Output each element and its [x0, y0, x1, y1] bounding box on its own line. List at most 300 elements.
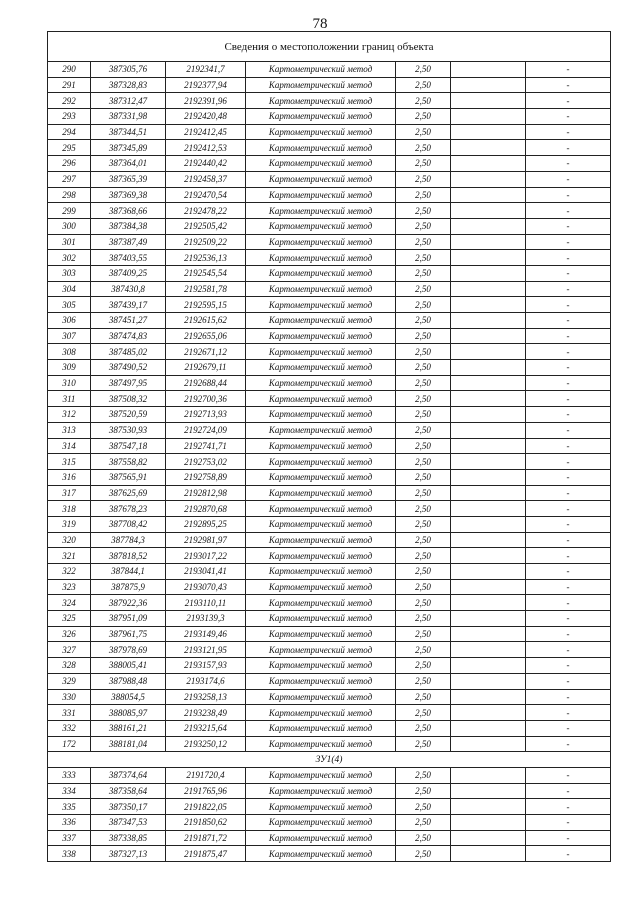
note-cell: -	[526, 407, 611, 423]
note-cell: -	[526, 720, 611, 736]
point-description-cell	[451, 313, 526, 329]
method-cell: Картометрический метод	[246, 658, 396, 674]
point-description-cell	[451, 501, 526, 517]
x-coordinate-cell: 387988,48	[91, 673, 166, 689]
accuracy-cell: 2,50	[396, 218, 451, 234]
point-number-cell: 323	[48, 579, 91, 595]
note-cell: -	[526, 140, 611, 156]
method-cell: Картометрический метод	[246, 454, 396, 470]
x-coordinate-cell: 387508,32	[91, 391, 166, 407]
table-row	[48, 203, 611, 219]
accuracy-cell: 2,50	[396, 438, 451, 454]
point-description-cell	[451, 642, 526, 658]
note-cell: -	[526, 265, 611, 281]
y-coordinate-cell: 2192581,78	[166, 281, 246, 297]
accuracy-cell: 2,50	[396, 250, 451, 266]
table-row	[48, 783, 611, 799]
point-description-cell	[451, 532, 526, 548]
point-description-cell	[451, 438, 526, 454]
method-cell: Картометрический метод	[246, 344, 396, 360]
point-description-cell	[451, 846, 526, 862]
method-cell: Картометрический метод	[246, 767, 396, 783]
x-coordinate-cell: 387358,64	[91, 783, 166, 799]
point-number-cell: 324	[48, 595, 91, 611]
table-row	[48, 375, 611, 391]
table-row	[48, 407, 611, 423]
point-number-cell: 301	[48, 234, 91, 250]
section-row	[48, 752, 611, 768]
method-cell: Картометрический метод	[246, 93, 396, 109]
table-row	[48, 360, 611, 376]
point-number-cell: 321	[48, 548, 91, 564]
point-number-cell: 327	[48, 642, 91, 658]
y-coordinate-cell: 2192470,54	[166, 187, 246, 203]
x-coordinate-cell: 387490,52	[91, 360, 166, 376]
x-coordinate-cell: 387344,51	[91, 124, 166, 140]
note-cell: -	[526, 516, 611, 532]
table-row	[48, 658, 611, 674]
accuracy-cell: 2,50	[396, 720, 451, 736]
table-row	[48, 532, 611, 548]
table-row	[48, 391, 611, 407]
point-description-cell	[451, 689, 526, 705]
point-description-cell	[451, 705, 526, 721]
x-coordinate-cell: 387350,17	[91, 799, 166, 815]
note-cell: -	[526, 281, 611, 297]
accuracy-cell: 2,50	[396, 532, 451, 548]
point-description-cell	[451, 77, 526, 93]
note-cell: -	[526, 501, 611, 517]
accuracy-cell: 2,50	[396, 454, 451, 470]
accuracy-cell: 2,50	[396, 375, 451, 391]
accuracy-cell: 2,50	[396, 391, 451, 407]
note-cell: -	[526, 313, 611, 329]
point-number-cell: 320	[48, 532, 91, 548]
point-description-cell	[451, 234, 526, 250]
x-coordinate-cell: 387978,69	[91, 642, 166, 658]
x-coordinate-cell: 387345,89	[91, 140, 166, 156]
accuracy-cell: 2,50	[396, 171, 451, 187]
point-number-cell: 303	[48, 265, 91, 281]
y-coordinate-cell: 2192440,42	[166, 156, 246, 172]
note-cell: -	[526, 391, 611, 407]
accuracy-cell: 2,50	[396, 281, 451, 297]
note-cell: -	[526, 783, 611, 799]
y-coordinate-cell: 2192545,54	[166, 265, 246, 281]
accuracy-cell: 2,50	[396, 783, 451, 799]
note-cell: -	[526, 485, 611, 501]
table-row	[48, 501, 611, 517]
point-number-cell: 313	[48, 422, 91, 438]
accuracy-cell: 2,50	[396, 234, 451, 250]
x-coordinate-cell: 387451,27	[91, 313, 166, 329]
point-description-cell	[451, 595, 526, 611]
section-title: ЗУ1(4)	[48, 752, 611, 768]
point-number-cell: 296	[48, 156, 91, 172]
method-cell: Картометрический метод	[246, 391, 396, 407]
table-row	[48, 689, 611, 705]
accuracy-cell: 2,50	[396, 626, 451, 642]
method-cell: Картометрический метод	[246, 109, 396, 125]
y-coordinate-cell: 2193139,3	[166, 611, 246, 627]
point-number-cell: 309	[48, 360, 91, 376]
table-row	[48, 767, 611, 783]
accuracy-cell: 2,50	[396, 830, 451, 846]
note-cell: -	[526, 360, 611, 376]
accuracy-cell: 2,50	[396, 767, 451, 783]
point-description-cell	[451, 360, 526, 376]
point-number-cell: 290	[48, 62, 91, 78]
point-description-cell	[451, 579, 526, 595]
table-row	[48, 124, 611, 140]
point-description-cell	[451, 469, 526, 485]
point-number-cell: 292	[48, 93, 91, 109]
x-coordinate-cell: 387328,83	[91, 77, 166, 93]
x-coordinate-cell: 387439,17	[91, 297, 166, 313]
point-description-cell	[451, 673, 526, 689]
x-coordinate-cell: 387305,76	[91, 62, 166, 78]
note-cell: -	[526, 344, 611, 360]
method-cell: Картометрический метод	[246, 281, 396, 297]
method-cell: Картометрический метод	[246, 830, 396, 846]
table-row	[48, 454, 611, 470]
method-cell: Картометрический метод	[246, 595, 396, 611]
note-cell: -	[526, 846, 611, 862]
y-coordinate-cell: 2191720,4	[166, 767, 246, 783]
point-description-cell	[451, 736, 526, 752]
x-coordinate-cell: 388005,41	[91, 658, 166, 674]
note-cell: -	[526, 673, 611, 689]
note-cell: -	[526, 579, 611, 595]
x-coordinate-cell: 387347,53	[91, 815, 166, 831]
y-coordinate-cell: 2192412,53	[166, 140, 246, 156]
accuracy-cell: 2,50	[396, 313, 451, 329]
point-description-cell	[451, 297, 526, 313]
method-cell: Картометрический метод	[246, 187, 396, 203]
y-coordinate-cell: 2193174,6	[166, 673, 246, 689]
y-coordinate-cell: 2192478,22	[166, 203, 246, 219]
method-cell: Картометрический метод	[246, 62, 396, 78]
table-row	[48, 297, 611, 313]
note-cell: -	[526, 548, 611, 564]
table-row	[48, 720, 611, 736]
point-description-cell	[451, 265, 526, 281]
y-coordinate-cell: 2191871,72	[166, 830, 246, 846]
table-row	[48, 93, 611, 109]
x-coordinate-cell: 387338,85	[91, 830, 166, 846]
point-description-cell	[451, 422, 526, 438]
accuracy-cell: 2,50	[396, 658, 451, 674]
table-row	[48, 736, 611, 752]
note-cell: -	[526, 469, 611, 485]
method-cell: Картометрический метод	[246, 234, 396, 250]
accuracy-cell: 2,50	[396, 407, 451, 423]
note-cell: -	[526, 658, 611, 674]
table-row	[48, 250, 611, 266]
note-cell: -	[526, 705, 611, 721]
y-coordinate-cell: 2192700,36	[166, 391, 246, 407]
point-number-cell: 334	[48, 783, 91, 799]
point-number-cell: 310	[48, 375, 91, 391]
x-coordinate-cell: 387558,82	[91, 454, 166, 470]
point-number-cell: 306	[48, 313, 91, 329]
point-description-cell	[451, 93, 526, 109]
table-row	[48, 830, 611, 846]
accuracy-cell: 2,50	[396, 77, 451, 93]
note-cell: -	[526, 642, 611, 658]
y-coordinate-cell: 2192870,68	[166, 501, 246, 517]
point-description-cell	[451, 156, 526, 172]
table-row	[48, 438, 611, 454]
point-description-cell	[451, 250, 526, 266]
x-coordinate-cell: 387961,75	[91, 626, 166, 642]
y-coordinate-cell: 2192671,12	[166, 344, 246, 360]
table-row	[48, 109, 611, 125]
note-cell: -	[526, 564, 611, 580]
point-description-cell	[451, 140, 526, 156]
accuracy-cell: 2,50	[396, 564, 451, 580]
note-cell: -	[526, 93, 611, 109]
x-coordinate-cell: 387530,93	[91, 422, 166, 438]
table-row	[48, 611, 611, 627]
point-description-cell	[451, 375, 526, 391]
method-cell: Картометрический метод	[246, 250, 396, 266]
point-description-cell	[451, 344, 526, 360]
point-number-cell: 316	[48, 469, 91, 485]
point-number-cell: 312	[48, 407, 91, 423]
x-coordinate-cell: 387409,25	[91, 265, 166, 281]
point-description-cell	[451, 564, 526, 580]
note-cell: -	[526, 375, 611, 391]
method-cell: Картометрический метод	[246, 846, 396, 862]
x-coordinate-cell: 388161,21	[91, 720, 166, 736]
point-number-cell: 299	[48, 203, 91, 219]
y-coordinate-cell: 2192741,71	[166, 438, 246, 454]
table-row	[48, 469, 611, 485]
accuracy-cell: 2,50	[396, 109, 451, 125]
point-number-cell: 297	[48, 171, 91, 187]
point-number-cell: 319	[48, 516, 91, 532]
y-coordinate-cell: 2192412,45	[166, 124, 246, 140]
method-cell: Картометрический метод	[246, 532, 396, 548]
x-coordinate-cell: 387312,47	[91, 93, 166, 109]
note-cell: -	[526, 297, 611, 313]
point-description-cell	[451, 407, 526, 423]
accuracy-cell: 2,50	[396, 736, 451, 752]
method-cell: Картометрический метод	[246, 313, 396, 329]
y-coordinate-cell: 2192981,97	[166, 532, 246, 548]
x-coordinate-cell: 387430,8	[91, 281, 166, 297]
point-number-cell: 336	[48, 815, 91, 831]
table-row	[48, 140, 611, 156]
point-description-cell	[451, 62, 526, 78]
table-row	[48, 626, 611, 642]
table-row	[48, 516, 611, 532]
y-coordinate-cell: 2192724,09	[166, 422, 246, 438]
table-row	[48, 595, 611, 611]
x-coordinate-cell: 387485,02	[91, 344, 166, 360]
note-cell: -	[526, 218, 611, 234]
point-number-cell: 329	[48, 673, 91, 689]
x-coordinate-cell: 388181,04	[91, 736, 166, 752]
point-number-cell: 338	[48, 846, 91, 862]
x-coordinate-cell: 387547,18	[91, 438, 166, 454]
point-description-cell	[451, 799, 526, 815]
method-cell: Картометрический метод	[246, 77, 396, 93]
y-coordinate-cell: 2192595,15	[166, 297, 246, 313]
x-coordinate-cell: 387784,3	[91, 532, 166, 548]
y-coordinate-cell: 2192679,11	[166, 360, 246, 376]
point-number-cell: 330	[48, 689, 91, 705]
point-description-cell	[451, 171, 526, 187]
point-description-cell	[451, 218, 526, 234]
point-description-cell	[451, 328, 526, 344]
x-coordinate-cell: 387565,91	[91, 469, 166, 485]
note-cell: -	[526, 626, 611, 642]
table-row	[48, 234, 611, 250]
accuracy-cell: 2,50	[396, 689, 451, 705]
x-coordinate-cell: 387374,64	[91, 767, 166, 783]
note-cell: -	[526, 203, 611, 219]
point-description-cell	[451, 767, 526, 783]
accuracy-cell: 2,50	[396, 595, 451, 611]
method-cell: Картометрический метод	[246, 297, 396, 313]
point-description-cell	[451, 548, 526, 564]
table-row	[48, 265, 611, 281]
accuracy-cell: 2,50	[396, 328, 451, 344]
point-description-cell	[451, 391, 526, 407]
accuracy-cell: 2,50	[396, 642, 451, 658]
x-coordinate-cell: 388054,5	[91, 689, 166, 705]
method-cell: Картометрический метод	[246, 328, 396, 344]
note-cell: -	[526, 767, 611, 783]
table-row	[48, 156, 611, 172]
accuracy-cell: 2,50	[396, 516, 451, 532]
point-description-cell	[451, 485, 526, 501]
table-row	[48, 171, 611, 187]
table-row	[48, 313, 611, 329]
method-cell: Картометрический метод	[246, 579, 396, 595]
method-cell: Картометрический метод	[246, 140, 396, 156]
point-number-cell: 322	[48, 564, 91, 580]
point-description-cell	[451, 783, 526, 799]
x-coordinate-cell: 387368,66	[91, 203, 166, 219]
note-cell: -	[526, 595, 611, 611]
point-number-cell: 337	[48, 830, 91, 846]
point-description-cell	[451, 454, 526, 470]
method-cell: Картометрический метод	[246, 124, 396, 140]
accuracy-cell: 2,50	[396, 501, 451, 517]
method-cell: Картометрический метод	[246, 642, 396, 658]
y-coordinate-cell: 2192420,48	[166, 109, 246, 125]
accuracy-cell: 2,50	[396, 846, 451, 862]
x-coordinate-cell: 387818,52	[91, 548, 166, 564]
method-cell: Картометрический метод	[246, 407, 396, 423]
note-cell: -	[526, 422, 611, 438]
y-coordinate-cell: 2192505,42	[166, 218, 246, 234]
accuracy-cell: 2,50	[396, 815, 451, 831]
method-cell: Картометрический метод	[246, 783, 396, 799]
accuracy-cell: 2,50	[396, 799, 451, 815]
y-coordinate-cell: 2193110,11	[166, 595, 246, 611]
point-description-cell	[451, 187, 526, 203]
y-coordinate-cell: 2192615,62	[166, 313, 246, 329]
note-cell: -	[526, 124, 611, 140]
point-number-cell: 294	[48, 124, 91, 140]
point-description-cell	[451, 611, 526, 627]
method-cell: Картометрический метод	[246, 501, 396, 517]
accuracy-cell: 2,50	[396, 124, 451, 140]
table-row	[48, 485, 611, 501]
y-coordinate-cell: 2193149,46	[166, 626, 246, 642]
point-number-cell: 328	[48, 658, 91, 674]
x-coordinate-cell: 387327,13	[91, 846, 166, 862]
method-cell: Картометрический метод	[246, 689, 396, 705]
point-number-cell: 318	[48, 501, 91, 517]
boundary-table	[47, 31, 611, 862]
table-row	[48, 281, 611, 297]
y-coordinate-cell: 2191822,05	[166, 799, 246, 815]
point-number-cell: 172	[48, 736, 91, 752]
x-coordinate-cell: 387875,9	[91, 579, 166, 595]
note-cell: -	[526, 830, 611, 846]
y-coordinate-cell: 2193215,64	[166, 720, 246, 736]
note-cell: -	[526, 171, 611, 187]
point-description-cell	[451, 658, 526, 674]
table-row	[48, 77, 611, 93]
note-cell: -	[526, 187, 611, 203]
x-coordinate-cell: 387708,42	[91, 516, 166, 532]
point-description-cell	[451, 516, 526, 532]
point-number-cell: 335	[48, 799, 91, 815]
x-coordinate-cell: 387384,38	[91, 218, 166, 234]
note-cell: -	[526, 454, 611, 470]
accuracy-cell: 2,50	[396, 485, 451, 501]
x-coordinate-cell: 387403,55	[91, 250, 166, 266]
method-cell: Картометрический метод	[246, 218, 396, 234]
method-cell: Картометрический метод	[246, 626, 396, 642]
table-row	[48, 422, 611, 438]
note-cell: -	[526, 611, 611, 627]
x-coordinate-cell: 387922,36	[91, 595, 166, 611]
accuracy-cell: 2,50	[396, 705, 451, 721]
note-cell: -	[526, 62, 611, 78]
y-coordinate-cell: 2191875,47	[166, 846, 246, 862]
y-coordinate-cell: 2192391,96	[166, 93, 246, 109]
table-row	[48, 799, 611, 815]
table-row	[48, 673, 611, 689]
table-row	[48, 62, 611, 78]
y-coordinate-cell: 2193157,93	[166, 658, 246, 674]
table-row	[48, 548, 611, 564]
accuracy-cell: 2,50	[396, 93, 451, 109]
table-row	[48, 579, 611, 595]
point-description-cell	[451, 281, 526, 297]
x-coordinate-cell: 387387,49	[91, 234, 166, 250]
accuracy-cell: 2,50	[396, 422, 451, 438]
note-cell: -	[526, 438, 611, 454]
point-number-cell: 317	[48, 485, 91, 501]
method-cell: Картометрический метод	[246, 611, 396, 627]
method-cell: Картометрический метод	[246, 799, 396, 815]
note-cell: -	[526, 799, 611, 815]
accuracy-cell: 2,50	[396, 360, 451, 376]
y-coordinate-cell: 2193017,22	[166, 548, 246, 564]
point-description-cell	[451, 109, 526, 125]
point-number-cell: 315	[48, 454, 91, 470]
x-coordinate-cell: 387520,59	[91, 407, 166, 423]
note-cell: -	[526, 815, 611, 831]
